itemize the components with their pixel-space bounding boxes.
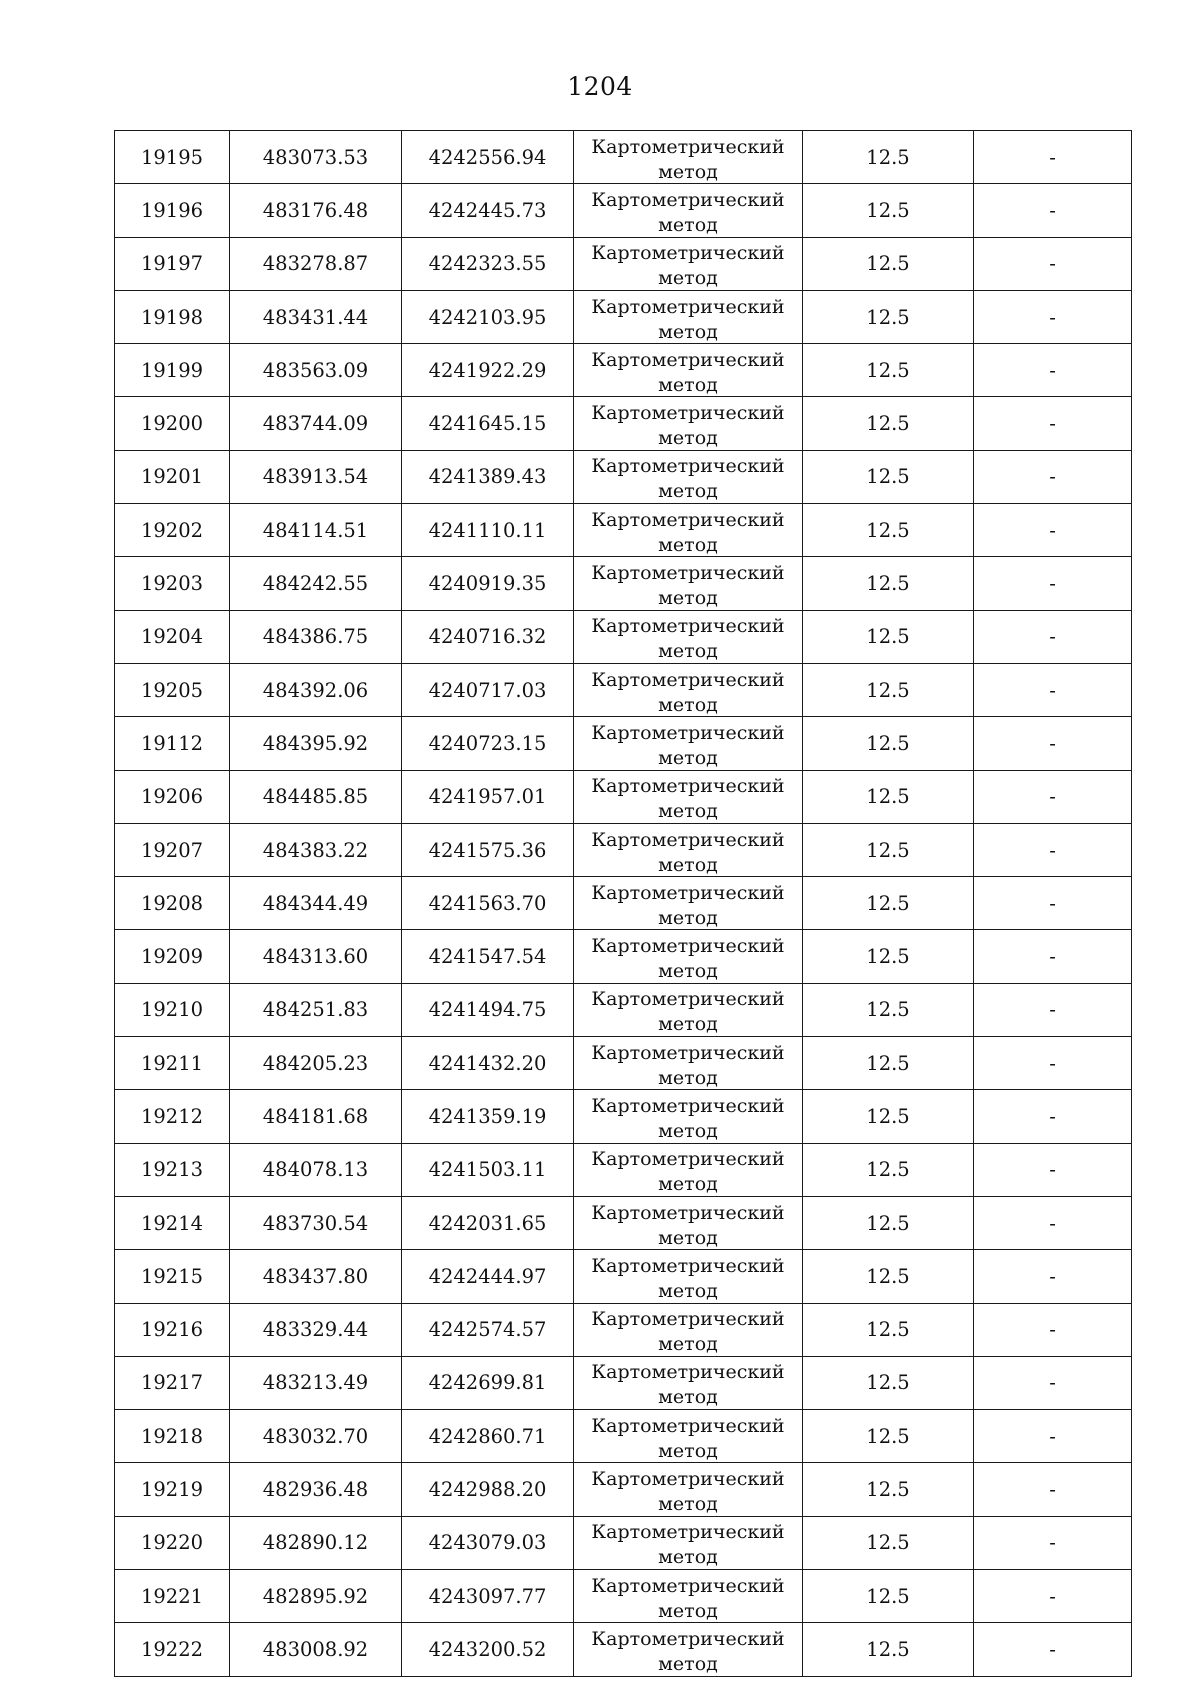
method-cell — [574, 1303, 803, 1356]
table-row — [115, 1143, 1132, 1196]
point-number-cell: 19206 — [115, 770, 230, 823]
y-coordinate-cell: 4241563.70 — [402, 877, 574, 930]
note-cell: - — [974, 237, 1132, 290]
point-number-cell: 19202 — [115, 504, 230, 557]
method-cell — [574, 1143, 803, 1196]
table-row — [115, 1356, 1132, 1409]
x-coordinate-cell: 483437.80 — [230, 1250, 402, 1303]
accuracy-cell: 12.5 — [803, 983, 974, 1036]
table-row — [115, 1623, 1132, 1676]
note-cell: - — [974, 397, 1132, 450]
method-text-line2: метод — [658, 960, 718, 983]
note-cell: - — [974, 823, 1132, 876]
table-row — [115, 930, 1132, 983]
method-cell — [574, 823, 803, 876]
y-coordinate-cell: 4242574.57 — [402, 1303, 574, 1356]
page-number: 1204 — [567, 72, 633, 101]
note-cell: - — [974, 877, 1132, 930]
accuracy-cell: 12.5 — [803, 1356, 974, 1409]
accuracy-cell: 12.5 — [803, 717, 974, 770]
method-text-line2: метод — [658, 640, 718, 663]
table-row — [115, 557, 1132, 610]
method-text-line2: метод — [658, 480, 718, 503]
note-cell: - — [974, 450, 1132, 503]
method-text-line2: метод — [658, 320, 718, 343]
method-text-line2: метод — [658, 1599, 718, 1622]
method-cell — [574, 1356, 803, 1409]
point-number-cell: 19218 — [115, 1410, 230, 1463]
table-row — [115, 717, 1132, 770]
method-text-line1: Картометрический — [591, 775, 785, 798]
note-cell: - — [974, 1090, 1132, 1143]
note-cell: - — [974, 504, 1132, 557]
x-coordinate-cell: 484386.75 — [230, 610, 402, 663]
note-cell: - — [974, 983, 1132, 1036]
y-coordinate-cell: 4241432.20 — [402, 1037, 574, 1090]
method-cell — [574, 770, 803, 823]
point-number-cell: 19213 — [115, 1143, 230, 1196]
accuracy-cell: 12.5 — [803, 1516, 974, 1569]
method-text-line1: Картометрический — [591, 935, 785, 958]
accuracy-cell: 12.5 — [803, 663, 974, 716]
method-text-line2: метод — [658, 427, 718, 450]
accuracy-cell: 12.5 — [803, 610, 974, 663]
method-cell — [574, 184, 803, 237]
table-row — [115, 983, 1132, 1036]
y-coordinate-cell: 4242323.55 — [402, 237, 574, 290]
table-row — [115, 131, 1132, 184]
x-coordinate-cell: 483744.09 — [230, 397, 402, 450]
accuracy-cell: 12.5 — [803, 131, 974, 184]
method-text-line1: Картометрический — [591, 1094, 785, 1117]
y-coordinate-cell: 4241359.19 — [402, 1090, 574, 1143]
x-coordinate-cell: 484078.13 — [230, 1143, 402, 1196]
method-text-line1: Картометрический — [591, 721, 785, 744]
x-coordinate-cell: 483278.87 — [230, 237, 402, 290]
accuracy-cell: 12.5 — [803, 1143, 974, 1196]
accuracy-cell: 12.5 — [803, 450, 974, 503]
note-cell: - — [974, 1463, 1132, 1516]
note-cell: - — [974, 1356, 1132, 1409]
y-coordinate-cell: 4241389.43 — [402, 450, 574, 503]
table-row — [115, 1570, 1132, 1623]
method-text-line1: Картометрический — [591, 135, 785, 158]
y-coordinate-cell: 4241503.11 — [402, 1143, 574, 1196]
y-coordinate-cell: 4243097.77 — [402, 1570, 574, 1623]
method-cell — [574, 397, 803, 450]
x-coordinate-cell: 482895.92 — [230, 1570, 402, 1623]
x-coordinate-cell: 484395.92 — [230, 717, 402, 770]
x-coordinate-cell: 484383.22 — [230, 823, 402, 876]
point-number-cell: 19217 — [115, 1356, 230, 1409]
y-coordinate-cell: 4242860.71 — [402, 1410, 574, 1463]
method-cell — [574, 1037, 803, 1090]
note-cell: - — [974, 770, 1132, 823]
point-number-cell: 19219 — [115, 1463, 230, 1516]
method-cell — [574, 1516, 803, 1569]
note-cell: - — [974, 184, 1132, 237]
note-cell: - — [974, 930, 1132, 983]
point-number-cell: 19216 — [115, 1303, 230, 1356]
accuracy-cell: 12.5 — [803, 1196, 974, 1249]
method-text-line1: Картометрический — [591, 455, 785, 478]
method-text-line1: Картометрический — [591, 188, 785, 211]
method-text-line1: Картометрический — [591, 1201, 785, 1224]
accuracy-cell: 12.5 — [803, 1570, 974, 1623]
point-number-cell: 19198 — [115, 290, 230, 343]
method-cell — [574, 1463, 803, 1516]
x-coordinate-cell: 483431.44 — [230, 290, 402, 343]
table-row — [115, 1250, 1132, 1303]
point-number-cell: 19205 — [115, 663, 230, 716]
accuracy-cell: 12.5 — [803, 237, 974, 290]
x-coordinate-cell: 484181.68 — [230, 1090, 402, 1143]
method-text-line2: метод — [658, 1652, 718, 1675]
note-cell: - — [974, 663, 1132, 716]
x-coordinate-cell: 484392.06 — [230, 663, 402, 716]
point-number-cell: 19199 — [115, 344, 230, 397]
method-text-line1: Картометрический — [591, 668, 785, 691]
table-row — [115, 1410, 1132, 1463]
method-text-line1: Картометрический — [591, 402, 785, 425]
y-coordinate-cell: 4241494.75 — [402, 983, 574, 1036]
accuracy-cell: 12.5 — [803, 1037, 974, 1090]
x-coordinate-cell: 483913.54 — [230, 450, 402, 503]
x-coordinate-cell: 484205.23 — [230, 1037, 402, 1090]
accuracy-cell: 12.5 — [803, 344, 974, 397]
method-text-line1: Картометрический — [591, 1468, 785, 1491]
table-row — [115, 770, 1132, 823]
method-text-line2: метод — [658, 1546, 718, 1569]
method-text-line2: метод — [658, 1013, 718, 1036]
method-cell — [574, 610, 803, 663]
y-coordinate-cell: 4242444.97 — [402, 1250, 574, 1303]
table-row — [115, 450, 1132, 503]
note-cell: - — [974, 290, 1132, 343]
method-cell — [574, 663, 803, 716]
point-number-cell: 19209 — [115, 930, 230, 983]
method-text-line2: метод — [658, 1119, 718, 1142]
x-coordinate-cell: 482890.12 — [230, 1516, 402, 1569]
y-coordinate-cell: 4241575.36 — [402, 823, 574, 876]
method-text-line2: метод — [658, 906, 718, 929]
y-coordinate-cell: 4241110.11 — [402, 504, 574, 557]
method-text-line2: метод — [658, 267, 718, 290]
y-coordinate-cell: 4242699.81 — [402, 1356, 574, 1409]
table-row — [115, 344, 1132, 397]
accuracy-cell: 12.5 — [803, 557, 974, 610]
point-number-cell: 19214 — [115, 1196, 230, 1249]
method-cell — [574, 450, 803, 503]
accuracy-cell: 12.5 — [803, 1090, 974, 1143]
method-cell — [574, 983, 803, 1036]
x-coordinate-cell: 484485.85 — [230, 770, 402, 823]
coordinates-table — [114, 130, 1132, 1677]
method-cell — [574, 1570, 803, 1623]
note-cell: - — [974, 1516, 1132, 1569]
table-row — [115, 877, 1132, 930]
method-text-line1: Картометрический — [591, 1361, 785, 1384]
note-cell: - — [974, 1196, 1132, 1249]
point-number-cell: 19220 — [115, 1516, 230, 1569]
point-number-cell: 19211 — [115, 1037, 230, 1090]
accuracy-cell: 12.5 — [803, 1623, 974, 1676]
y-coordinate-cell: 4240716.32 — [402, 610, 574, 663]
accuracy-cell: 12.5 — [803, 1410, 974, 1463]
y-coordinate-cell: 4242556.94 — [402, 131, 574, 184]
method-text-line2: метод — [658, 746, 718, 769]
note-cell: - — [974, 1410, 1132, 1463]
table-row — [115, 1196, 1132, 1249]
method-text-line1: Картометрический — [591, 828, 785, 851]
point-number-cell: 19215 — [115, 1250, 230, 1303]
y-coordinate-cell: 4243079.03 — [402, 1516, 574, 1569]
method-text-line1: Картометрический — [591, 1254, 785, 1277]
table-row — [115, 290, 1132, 343]
point-number-cell: 19200 — [115, 397, 230, 450]
point-number-cell: 19203 — [115, 557, 230, 610]
table-row — [115, 1516, 1132, 1569]
y-coordinate-cell: 4242988.20 — [402, 1463, 574, 1516]
method-cell — [574, 131, 803, 184]
accuracy-cell: 12.5 — [803, 1250, 974, 1303]
y-coordinate-cell: 4241547.54 — [402, 930, 574, 983]
y-coordinate-cell: 4241957.01 — [402, 770, 574, 823]
point-number-cell: 19212 — [115, 1090, 230, 1143]
method-cell — [574, 877, 803, 930]
note-cell: - — [974, 1570, 1132, 1623]
note-cell: - — [974, 717, 1132, 770]
table-row — [115, 610, 1132, 663]
point-number-cell: 19222 — [115, 1623, 230, 1676]
note-cell: - — [974, 1037, 1132, 1090]
x-coordinate-cell: 483073.53 — [230, 131, 402, 184]
x-coordinate-cell: 482936.48 — [230, 1463, 402, 1516]
table-row — [115, 1463, 1132, 1516]
accuracy-cell: 12.5 — [803, 930, 974, 983]
note-cell: - — [974, 1143, 1132, 1196]
method-cell — [574, 290, 803, 343]
method-cell — [574, 717, 803, 770]
point-number-cell: 19201 — [115, 450, 230, 503]
accuracy-cell: 12.5 — [803, 290, 974, 343]
note-cell: - — [974, 1303, 1132, 1356]
method-text-line2: метод — [658, 1066, 718, 1089]
method-cell — [574, 344, 803, 397]
x-coordinate-cell: 484313.60 — [230, 930, 402, 983]
table-row — [115, 237, 1132, 290]
method-text-line1: Картометрический — [591, 1414, 785, 1437]
note-cell: - — [974, 1250, 1132, 1303]
method-cell — [574, 1623, 803, 1676]
method-text-line2: метод — [658, 213, 718, 236]
point-number-cell: 19204 — [115, 610, 230, 663]
note-cell: - — [974, 610, 1132, 663]
point-number-cell: 19210 — [115, 983, 230, 1036]
method-text-line1: Картометрический — [591, 348, 785, 371]
x-coordinate-cell: 484344.49 — [230, 877, 402, 930]
table-row — [115, 823, 1132, 876]
method-text-line2: метод — [658, 533, 718, 556]
accuracy-cell: 12.5 — [803, 184, 974, 237]
accuracy-cell: 12.5 — [803, 1303, 974, 1356]
table-row — [115, 1090, 1132, 1143]
point-number-cell: 19197 — [115, 237, 230, 290]
note-cell: - — [974, 1623, 1132, 1676]
x-coordinate-cell: 484251.83 — [230, 983, 402, 1036]
method-text-line2: метод — [658, 587, 718, 610]
method-cell — [574, 1250, 803, 1303]
x-coordinate-cell: 483329.44 — [230, 1303, 402, 1356]
point-number-cell: 19221 — [115, 1570, 230, 1623]
point-number-cell: 19196 — [115, 184, 230, 237]
method-text-line2: метод — [658, 160, 718, 183]
method-text-line1: Картометрический — [591, 1148, 785, 1171]
y-coordinate-cell: 4241645.15 — [402, 397, 574, 450]
method-text-line2: метод — [658, 1173, 718, 1196]
accuracy-cell: 12.5 — [803, 504, 974, 557]
note-cell: - — [974, 557, 1132, 610]
method-text-line2: метод — [658, 1226, 718, 1249]
method-text-line1: Картометрический — [591, 1574, 785, 1597]
method-text-line2: метод — [658, 1279, 718, 1302]
x-coordinate-cell: 483008.92 — [230, 1623, 402, 1676]
method-text-line2: метод — [658, 693, 718, 716]
y-coordinate-cell: 4242445.73 — [402, 184, 574, 237]
y-coordinate-cell: 4240723.15 — [402, 717, 574, 770]
method-text-line1: Картометрический — [591, 1041, 785, 1064]
note-cell: - — [974, 344, 1132, 397]
method-text-line1: Картометрический — [591, 1308, 785, 1331]
y-coordinate-cell: 4243200.52 — [402, 1623, 574, 1676]
method-text-line1: Картометрический — [591, 1521, 785, 1544]
method-text-line2: метод — [658, 853, 718, 876]
method-text-line1: Картометрический — [591, 508, 785, 531]
x-coordinate-cell: 483730.54 — [230, 1196, 402, 1249]
method-text-line2: метод — [658, 1333, 718, 1356]
method-text-line2: метод — [658, 1386, 718, 1409]
table-row — [115, 504, 1132, 557]
table-row — [115, 397, 1132, 450]
method-text-line1: Картометрический — [591, 242, 785, 265]
table-row — [115, 184, 1132, 237]
point-number-cell: 19207 — [115, 823, 230, 876]
method-text-line1: Картометрический — [591, 295, 785, 318]
x-coordinate-cell: 483176.48 — [230, 184, 402, 237]
accuracy-cell: 12.5 — [803, 823, 974, 876]
method-text-line1: Картометрический — [591, 988, 785, 1011]
method-text-line1: Картометрический — [591, 615, 785, 638]
method-cell — [574, 1196, 803, 1249]
point-number-cell: 19195 — [115, 131, 230, 184]
x-coordinate-cell: 483563.09 — [230, 344, 402, 397]
method-text-line2: метод — [658, 800, 718, 823]
method-text-line1: Картометрический — [591, 562, 785, 585]
accuracy-cell: 12.5 — [803, 397, 974, 450]
method-cell — [574, 504, 803, 557]
table-row — [115, 1303, 1132, 1356]
table-body — [115, 131, 1132, 1677]
table-row — [115, 663, 1132, 716]
x-coordinate-cell: 483213.49 — [230, 1356, 402, 1409]
y-coordinate-cell: 4242031.65 — [402, 1196, 574, 1249]
accuracy-cell: 12.5 — [803, 877, 974, 930]
method-cell — [574, 557, 803, 610]
x-coordinate-cell: 484114.51 — [230, 504, 402, 557]
y-coordinate-cell: 4241922.29 — [402, 344, 574, 397]
method-cell — [574, 237, 803, 290]
method-cell — [574, 1090, 803, 1143]
point-number-cell: 19112 — [115, 717, 230, 770]
y-coordinate-cell: 4240919.35 — [402, 557, 574, 610]
point-number-cell: 19208 — [115, 877, 230, 930]
y-coordinate-cell: 4240717.03 — [402, 663, 574, 716]
method-text-line2: метод — [658, 373, 718, 396]
table-row — [115, 1037, 1132, 1090]
accuracy-cell: 12.5 — [803, 1463, 974, 1516]
method-text-line2: метод — [658, 1493, 718, 1516]
x-coordinate-cell: 483032.70 — [230, 1410, 402, 1463]
note-cell: - — [974, 131, 1132, 184]
method-text-line2: метод — [658, 1439, 718, 1462]
x-coordinate-cell: 484242.55 — [230, 557, 402, 610]
accuracy-cell: 12.5 — [803, 770, 974, 823]
method-text-line1: Картометрический — [591, 881, 785, 904]
y-coordinate-cell: 4242103.95 — [402, 290, 574, 343]
method-text-line1: Картометрический — [591, 1627, 785, 1650]
method-cell — [574, 930, 803, 983]
method-cell — [574, 1410, 803, 1463]
